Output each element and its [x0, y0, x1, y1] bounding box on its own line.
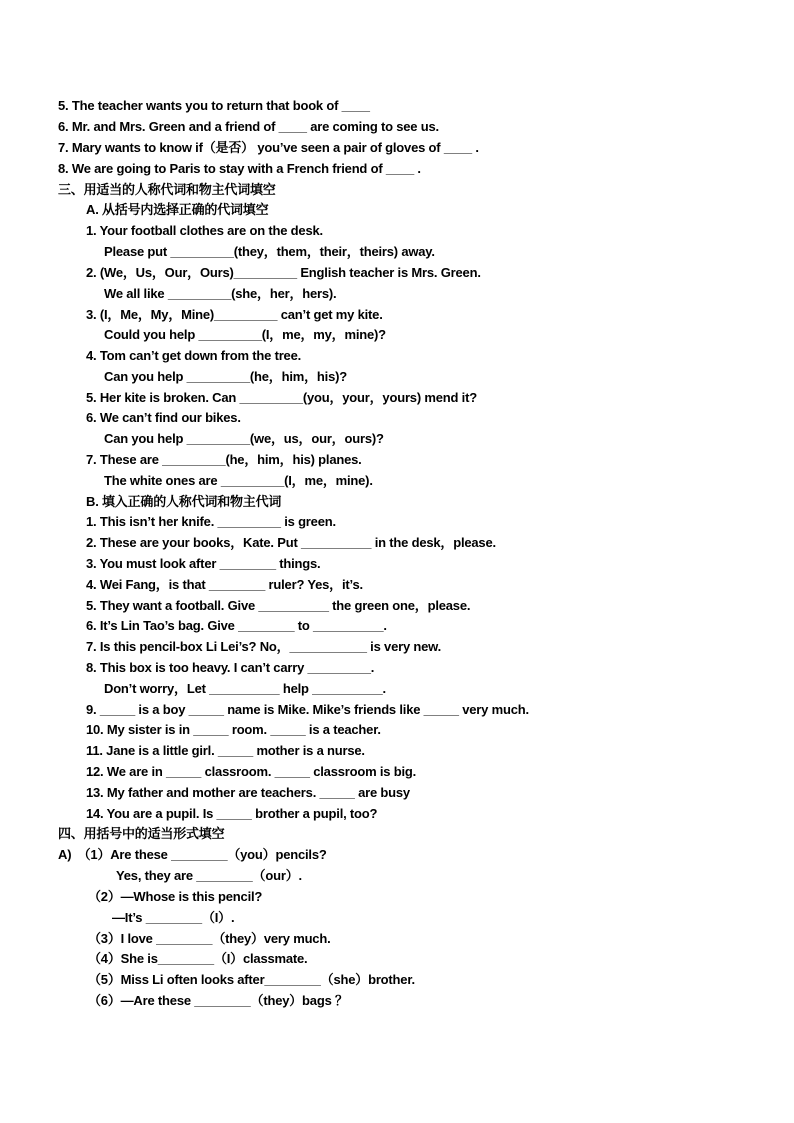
subsection-heading: A. 从括号内选择正确的代词填空 — [86, 202, 269, 217]
section-heading: 四、用括号中的适当形式填空 — [58, 826, 225, 841]
exercise-line: Yes, they are ________（our）. — [116, 868, 302, 883]
exercise-line: 7. Mary wants to know if（是否） you’ve seen a pair of gloves of ____ . — [58, 140, 479, 155]
exercise-line: 5. The teacher wants you to return that book of ____ — [58, 98, 370, 113]
exercise-line: 10. My sister is in _____ room. _____ is a teacher. — [86, 722, 381, 737]
exercise-line: A) （1）Are these ________（you）pencils? — [58, 847, 327, 862]
exercise-line: （4）She is________（I）classmate. — [88, 951, 308, 966]
exercise-line: 13. My father and mother are teachers. _____ are busy — [86, 785, 410, 800]
exercise-line: 14. You are a pupil. Is _____ brother a pupil, too? — [86, 806, 378, 821]
exercise-line: Please put _________(they，them，their，theirs) away. — [104, 244, 435, 259]
exercise-line: 6. We can’t find our bikes. — [86, 410, 241, 425]
exercise-line: （6）—Are these ________（they）bags ？ — [88, 993, 348, 1008]
exercise-line: 1. Your football clothes are on the desk. — [86, 223, 323, 238]
exercise-line: Can you help _________(we，us，our，ours)? — [104, 431, 384, 446]
exercise-line: 2. These are your books，Kate. Put __________ in the desk，please. — [86, 535, 496, 550]
exercise-line: Can you help _________(he，him，his)? — [104, 369, 347, 384]
section-heading: 三、用适当的人称代词和物主代词填空 — [58, 182, 276, 197]
exercise-line: （2）—Whose is this pencil? — [88, 889, 263, 904]
exercise-line: We all like _________(she，her，hers). — [104, 286, 337, 301]
exercise-line: 6. It’s Lin Tao’s bag. Give ________ to __________. — [86, 618, 387, 633]
exercise-line: The white ones are _________(I，me，mine). — [104, 473, 373, 488]
exercise-line: 7. These are _________(he，him，his) planes. — [86, 452, 362, 467]
exercise-line: Don’t worry，Let __________ help __________. — [104, 681, 386, 696]
exercise-line: 12. We are in _____ classroom. _____ classroom is big. — [86, 764, 417, 779]
exercise-line: 5. Her kite is broken. Can _________(you，your，yours) mend it? — [86, 390, 477, 405]
exercise-line: —It’s ________（I）. — [112, 910, 235, 925]
exercise-line: 11. Jane is a little girl. _____ mother is a nurse. — [86, 743, 365, 758]
exercise-line: （3）I love ________（they）very much. — [88, 931, 331, 946]
exercise-line: 9. _____ is a boy _____ name is Mike. Mike’s friends like _____ very much. — [86, 702, 529, 717]
subsection-heading: B. 填入正确的人称代词和物主代词 — [86, 494, 282, 509]
exercise-line: 6. Mr. and Mrs. Green and a friend of ____ are coming to see us. — [58, 119, 439, 134]
exercise-line: 7. Is this pencil-box Li Lei’s? No，___________ is very new. — [86, 639, 442, 654]
exercise-line: 4. Wei Fang，is that ________ ruler? Yes，it’s. — [86, 577, 363, 592]
exercise-line: 3. (I，Me，My，Mine)_________ can’t get my kite. — [86, 307, 383, 322]
exercise-line: 3. You must look after ________ things. — [86, 556, 321, 571]
exercise-line: 4. Tom can’t get down from the tree. — [86, 348, 302, 363]
exercise-line: 8. We are going to Paris to stay with a French friend of ____ . — [58, 161, 421, 176]
exercise-line: 5. They want a football. Give __________ the green one，please. — [86, 598, 471, 613]
exercise-line: 2. (We，Us，Our，Ours)_________ English teacher is Mrs. Green. — [86, 265, 481, 280]
exercise-line: 8. This box is too heavy. I can’t carry _________. — [86, 660, 375, 675]
exercise-line: 1. This isn’t her knife. _________ is green. — [86, 514, 336, 529]
exercise-line: （5）Miss Li often looks after________（she）brother. — [88, 972, 415, 987]
exercise-line: Could you help _________(I，me，my，mine)? — [104, 327, 386, 342]
